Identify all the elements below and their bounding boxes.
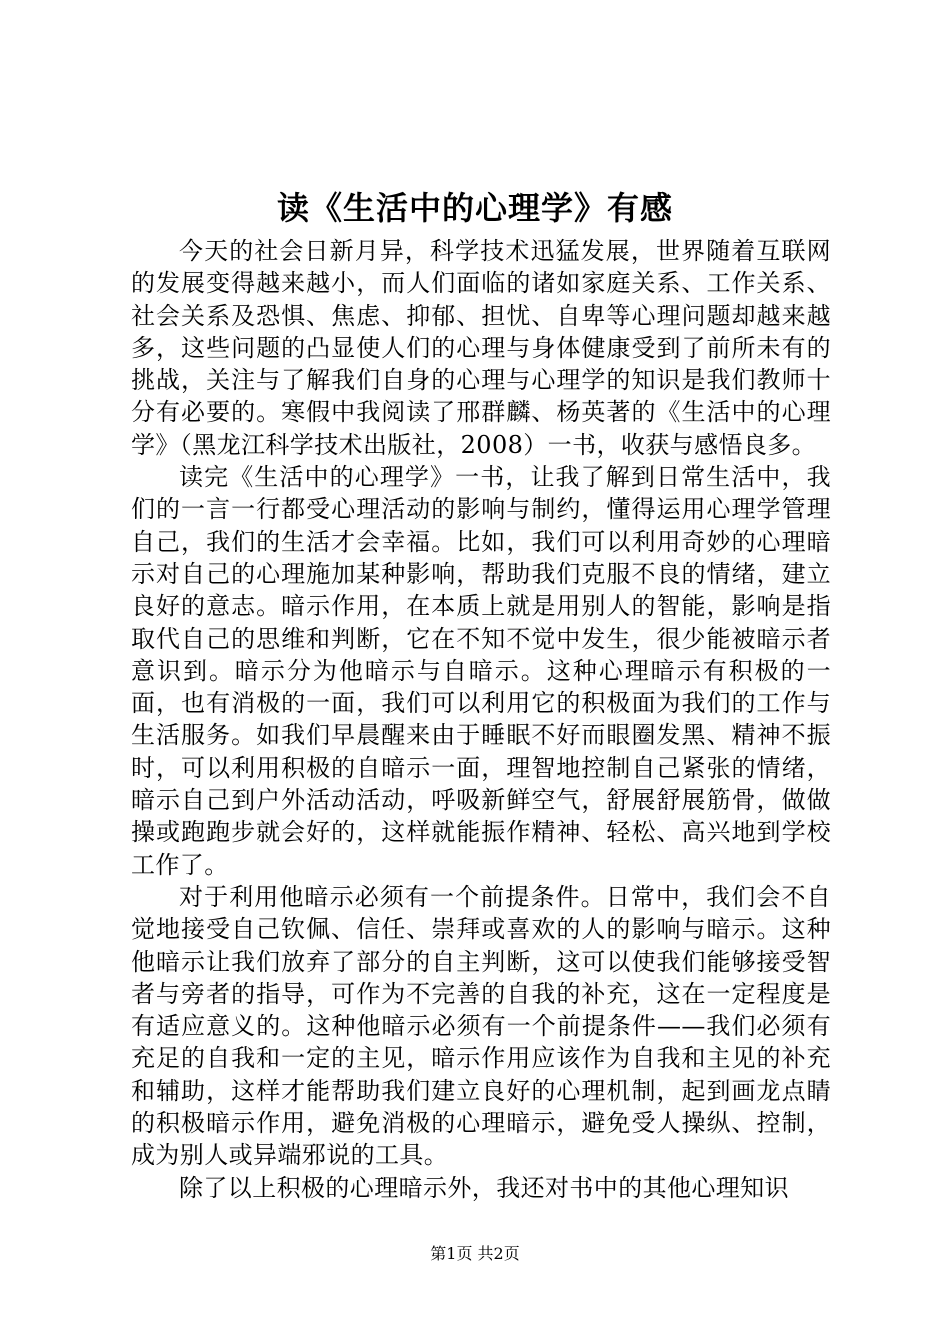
document-body	[131, 235, 831, 1204]
paragraph-2: 读完《生活中的心理学》一书，让我了解到日常生活中，我们的一言一行都受心理活动的影响与制约，懂得运用心理学管理自己，我们的生活才会幸福。比如，我们可以利用奇妙的心理暗示对自己的心理施加某种影响，帮助我们克服不良的情绪，建立良好的意志。暗示作用，在本质上就是用别人的智能，影响是指取代自己的思维和判断，它在不知不觉中发生，很少能被暗示者意识到。暗示分为他暗示与自暗示。这种心理暗示有积极的一面，也有消极的一面，我们可以利用它的积极面为我们的工作与生活服务。如我们早晨醒来由于睡眠不好而眼圈发黑、精神不振时，可以利用积极的自暗示一面，理智地控制自己紧张的情绪，暗示自己到户外活动活动，呼吸新鲜空气，舒展舒展筋骨，做做操或跑跑步就会好的，这样就能振作精神、轻松、高兴地到学校工作了。	[131, 463, 831, 879]
paragraph-3: 对于利用他暗示必须有一个前提条件。日常中，我们会不自觉地接受自己钦佩、信任、崇拜或喜欢的人的影响与暗示。这种他暗示让我们放弃了部分的自主判断，这可以使我们能够接受智者与旁者的指导，可作为不完善的自我的补充，这在一定程度是有适应意义的。这种他暗示必须有一个前提条件——我们必须有充足的自我和一定的主见，暗示作用应该作为自我和主见的补充和辅助，这样才能帮助我们建立良好的心理机制，起到画龙点睛的积极暗示作用，避免消极的心理暗示，避免受人操纵、控制，成为别人或异端邪说的工具。	[131, 882, 831, 1170]
page-number-footer: 第1页 共2页	[430, 1244, 520, 1263]
paragraph-1: 今天的社会日新月异，科学技术迅猛发展，世界随着互联网的发展变得越来越小，而人们面临的诸如家庭关系、工作关系、社会关系及恐惧、焦虑、抑郁、担忧、自卑等心理问题却越来越多，这些问题的凸显使人们的心理与身体健康受到了前所未有的挑战，关注与了解我们自身的心理与心理学的知识是我们教师十分有必要的。寒假中我阅读了邢群麟、杨英著的《生活中的心理学》（黑龙江科学技术出版社，2008）一书，收获与感悟良多。	[131, 237, 831, 459]
paragraph-4: 除了以上积极的心理暗示外，我还对书中的其他心理知识	[179, 1173, 789, 1202]
document-title: 读《生活中的心理学》有感	[276, 189, 673, 227]
